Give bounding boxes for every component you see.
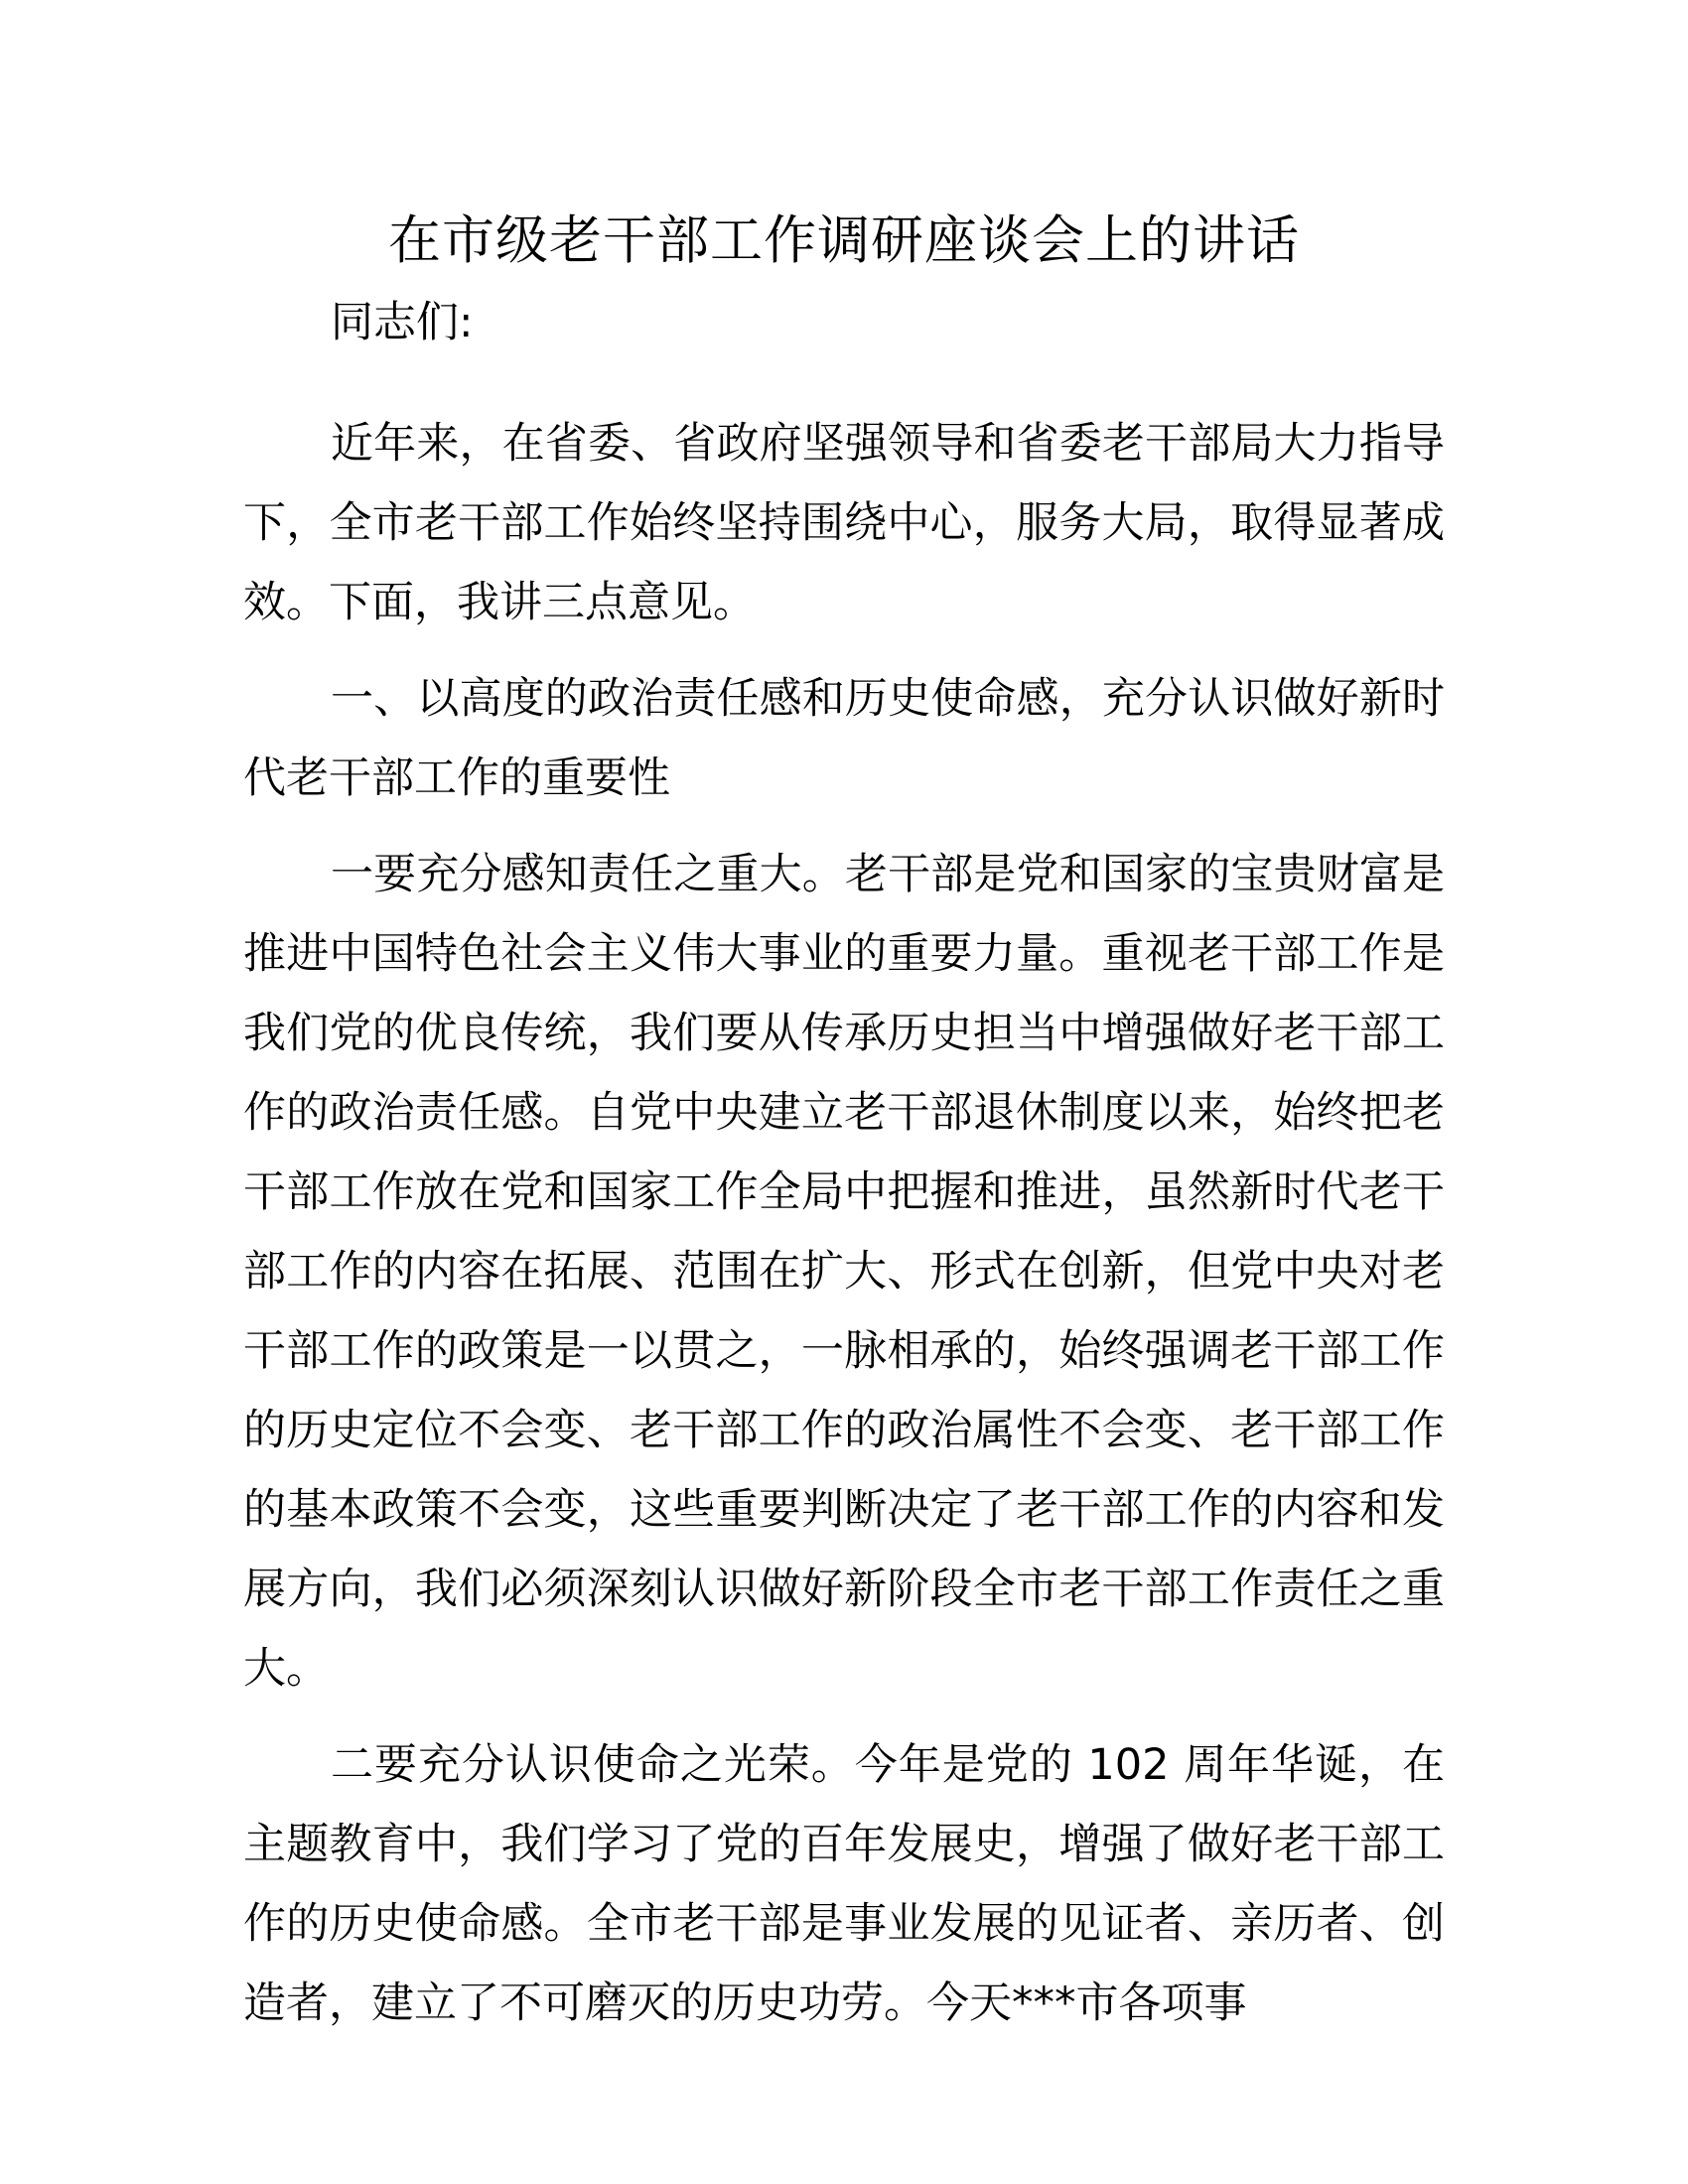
greeting-paragraph: 同志们: — [331, 298, 474, 347]
document-body — [243, 283, 1445, 2043]
section-heading-one: 一、以高度的政治责任感和历史使命感，充分认识做好新时代老干部工作的重要性 — [243, 674, 1445, 803]
document-title: 在市级老干部工作调研座谈会上的讲话 — [388, 210, 1300, 271]
body-paragraph-responsibility: 一要充分感知责任之重大。老干部是党和国家的宝贵财富是推进中国特色社会主义伟大事业的重要力量。重视老干部工作是我们党的优良传统，我们要从传承历史担当中增强做好老干部工作的政治责任感。自党中央建立老干部退休制度以来，始终把老干部工作放在党和国家工作全局中把握和推进，虽然新时代老干部工作的内容在拓展、范围在扩大、形式在创新，但党中央对老干部工作的政策是一以贯之，一脉相承的，始终强调老干部工作的历史定位不会变、老干部工作的政治属性不会变、老干部工作的基本政策不会变，这些重要判断决定了老干部工作的内容和发展方向，我们必须深刻认识做好新阶段全市老干部工作责任之重大。 — [243, 850, 1445, 1694]
body-paragraph-mission: 二要充分认识使命之光荣。今年是党的 102 周年华诞，在主题教育中，我们学习了党的百年发展史，增强了做好老干部工作的历史使命感。全市老干部是事业发展的见证者、亲历者、创造者，建立了不可磨灭的历史功劳。今天***市各项事 — [243, 1740, 1445, 2028]
intro-paragraph: 近年来，在省委、省政府坚强领导和省委老干部局大力指导下，全市老干部工作始终坚持围绕中心，服务大局，取得显著成效。下面，我讲三点意见。 — [243, 419, 1445, 627]
